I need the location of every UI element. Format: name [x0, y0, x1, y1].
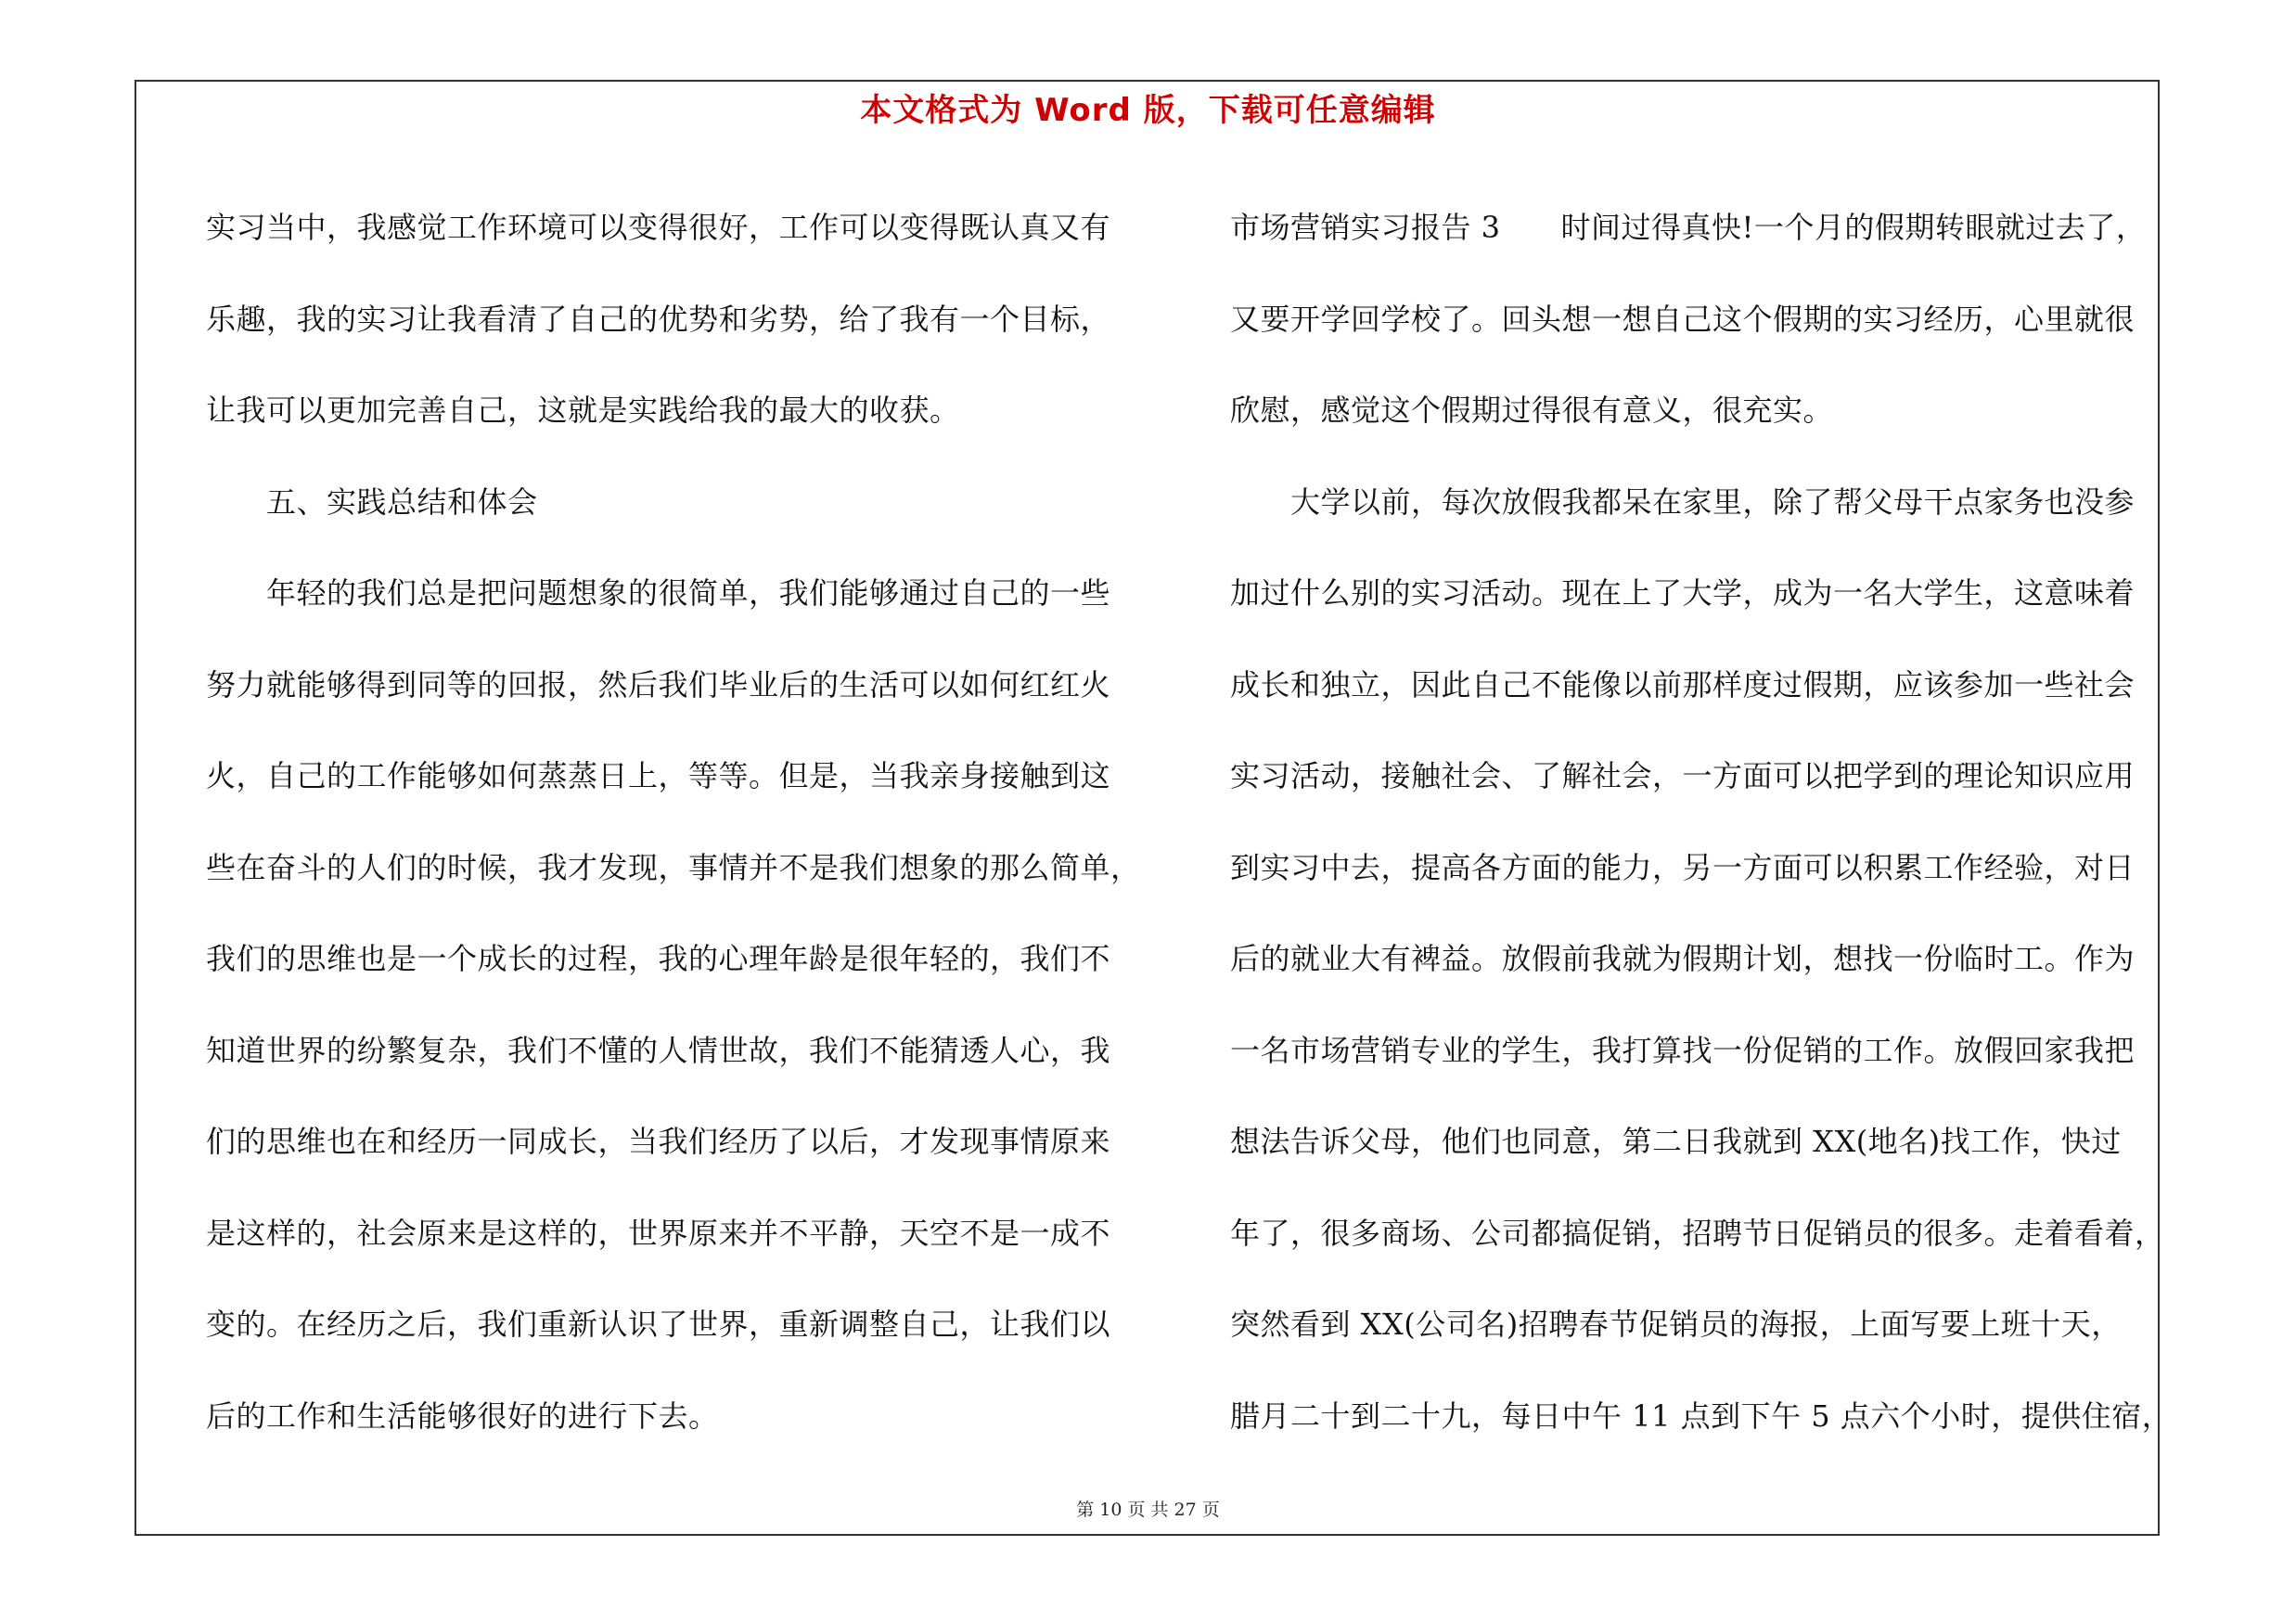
- text-line: 们的思维也在和经历一同成长，当我们经历了以后，才发现事情原来: [206, 1124, 1111, 1159]
- text-line: 年轻的我们总是把问题想象的很简单，我们能够通过自己的一些: [206, 575, 1111, 611]
- text-line: 变的。在经历之后，我们重新认识了世界，重新调整自己，让我们以: [206, 1307, 1111, 1342]
- text-line: 腊月二十到二十九，每日中午 11 点到下午 5 点六个小时，提供住宿，: [1230, 1398, 2173, 1434]
- text-line: 年了，很多商场、公司都搞促销，招聘节日促销员的很多。走着看着，: [1230, 1215, 2165, 1251]
- text-line: 努力就能够得到同等的回报，然后我们毕业后的生活可以如何红红火: [206, 666, 1111, 702]
- text-line: 些在奋斗的人们的时候，我才发现，事情并不是我们想象的那么简单，: [206, 849, 1141, 885]
- text-line: 大学以前，每次放假我都呆在家里，除了帮父母干点家务也没参: [1230, 483, 2136, 520]
- page-number-footer: 第 10 页 共 27 页: [1076, 1500, 1220, 1520]
- right-text-column: [1230, 182, 2173, 1462]
- text-line: 后的工作和生活能够很好的进行下去。: [206, 1398, 719, 1434]
- text-line: 实习活动，接触社会、了解社会，一方面可以把学到的理论知识应用: [1230, 758, 2136, 793]
- text-line: 知道世界的纷繁复杂，我们不懂的人情世故，我们不能猜透人心，我: [206, 1032, 1111, 1068]
- text-line: 成长和独立，因此自己不能像以前那样度过假期，应该参加一些社会: [1230, 666, 2136, 702]
- section-heading: 五、实践总结和体会: [206, 483, 538, 520]
- text-line: 欣慰，感觉这个假期过得很有意义，很充实。: [1230, 393, 1834, 428]
- text-line: 让我可以更加完善自己，这就是实践给我的最大的收获。: [206, 393, 960, 428]
- text-line: 乐趣，我的实习让我看清了自己的优势和劣势，给了我有一个目标，: [206, 301, 1111, 337]
- text-line: 后的就业大有裨益。放假前我就为假期计划，想找一份临时工。作为: [1230, 941, 2136, 976]
- text-line: 想法告诉父母，他们也同意，第二日我就到 XX(地名)找工作，快过: [1230, 1124, 2122, 1159]
- text-line: 实习当中，我感觉工作环境可以变得很好，工作可以变得既认真又有: [206, 210, 1111, 245]
- text-line: 我们的思维也是一个成长的过程，我的心理年龄是很年轻的，我们不: [206, 941, 1111, 976]
- text-line: 一名市场营销专业的学生，我打算找一份促销的工作。放假回家我把: [1230, 1032, 2136, 1068]
- document-banner: 本文格式为 Word 版，下载可任意编辑: [860, 92, 1436, 129]
- text-line: 市场营销实习报告 3 时间过得真快!一个月的假期转眼就过去了，: [1230, 210, 2147, 245]
- text-line: 火，自己的工作能够如何蒸蒸日上，等等。但是，当我亲身接触到这: [206, 758, 1111, 793]
- left-text-column: [206, 182, 1141, 1462]
- text-line: 加过什么别的实习活动。现在上了大学，成为一名大学生，这意味着: [1230, 575, 2136, 611]
- text-line: 突然看到 XX(公司名)招聘春节促销员的海报，上面写要上班十天，: [1230, 1307, 2122, 1342]
- text-line: 是这样的，社会原来是这样的，世界原来并不平静，天空不是一成不: [206, 1215, 1111, 1251]
- text-line: 到实习中去，提高各方面的能力，另一方面可以积累工作经验，对日: [1230, 849, 2136, 885]
- text-line: 又要开学回学校了。回头想一想自己这个假期的实习经历，心里就很: [1230, 301, 2136, 337]
